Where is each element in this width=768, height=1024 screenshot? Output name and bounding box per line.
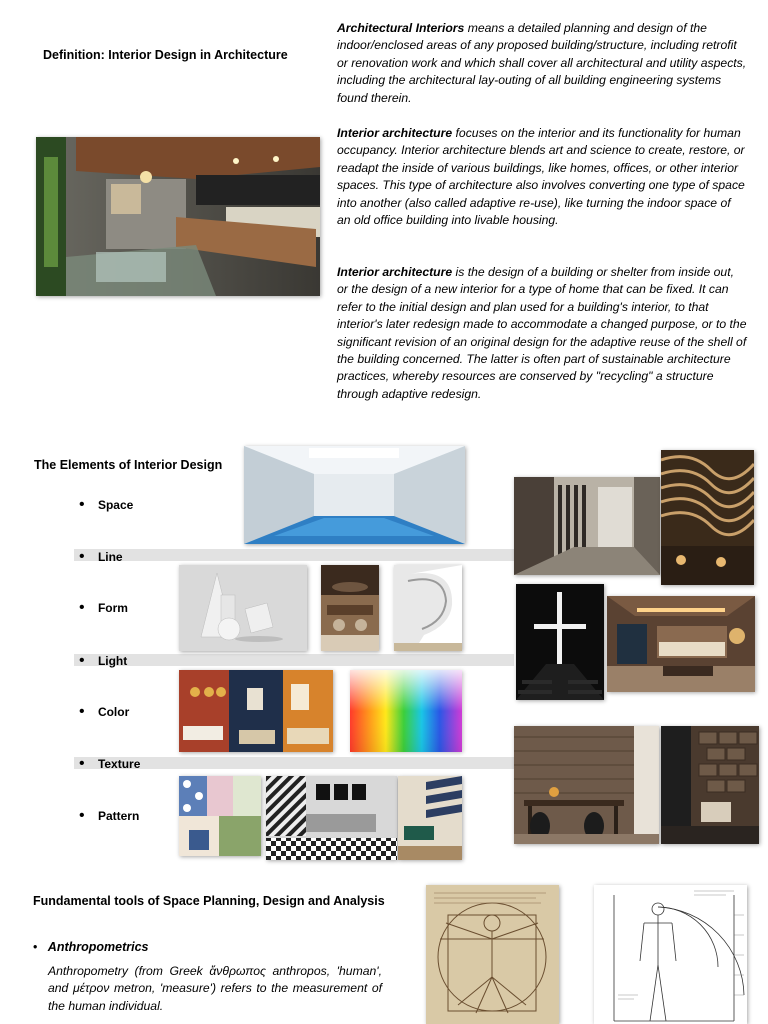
anthropometrics-description: Anthropometry (from Greek ἄνθρωπος anthropos, 'human', and μέτρον metron, 'measure') refers to the measurement of the human individual.: [48, 964, 382, 1013]
color-spectrum-swatch: [350, 670, 462, 752]
element-item-space: • Space: [79, 496, 134, 513]
element-item-texture: • Texture: [79, 755, 141, 772]
definition-paragraph-3: Interior architecture is the design of a building or shelter from inside out, or the design of a new interior for a type of home that can be fixed. It can refer to the initial design and plan used for a building's interior, to that interior's later redesign made to accommodate a changed purpose, or to the significant revision of an original design for the adaptive reuse of the shell of the building concerned. The latter is often part of sustainable architecture practices, whereby resources are conserved by "recycling" a structure through adaptive redesign.: [337, 265, 747, 401]
line-band: [74, 549, 514, 561]
kitchen-interior-photo: [36, 137, 320, 296]
texture-stone-wall-image: [661, 726, 759, 844]
anthropometric-drawing-image: [594, 885, 747, 1024]
light-living-room-image: [607, 596, 755, 692]
pattern-chevron-wall-image: [398, 776, 462, 860]
light-band: [74, 654, 514, 666]
tools-item-anthropometrics: • Anthropometrics: [33, 940, 149, 954]
elements-heading: The Elements of Interior Design: [34, 458, 223, 472]
element-item-light: • Light: [79, 652, 128, 669]
element-item-form: • Form: [79, 599, 128, 616]
element-item-line: • Line: [79, 548, 123, 565]
definition-heading: Definition: Interior Design in Architecture: [43, 48, 288, 62]
pattern-wallpaper-collage-image: [179, 776, 261, 856]
form-dining-room-image: [321, 565, 379, 651]
vitruvian-man-image: [426, 885, 559, 1024]
texture-dining-room-image: [514, 726, 659, 844]
element-item-pattern: • Pattern: [79, 807, 140, 824]
space-room-image: [244, 446, 465, 544]
tools-heading: Fundamental tools of Space Planning, Design and Analysis: [33, 894, 385, 908]
element-item-color: • Color: [79, 703, 130, 720]
line-wavy-wood-ceiling-image: [661, 450, 754, 585]
line-corridor-image: [514, 477, 660, 575]
pattern-living-room-image: [266, 776, 397, 860]
form-geometric-shapes-image: [179, 565, 307, 651]
definition-paragraph-2: Interior architecture focuses on the interior and its functionality for human occupancy. Interior architecture blends art and science to create, restore, or readapt the inside of various buildings, like homes, offices, or other interior spaces. This type of architecture also involves converting one type of space into another (also called adaptive re-use), like turning the indoor space of an old office building into livable housing.: [337, 126, 745, 228]
light-church-of-light-image: [516, 584, 604, 700]
definition-paragraph-1: Architectural Interiors means a detailed planning and design of the indoor/enclosed areas of any proposed building/structure, including retrofit or renovation work and which shall cover all architectural and utility aspects, including the architectural lay-outing of all building engineering systems found therein.: [337, 21, 747, 105]
form-curved-staircase-image: [394, 565, 462, 651]
color-rooms-collage-image: [179, 670, 333, 752]
